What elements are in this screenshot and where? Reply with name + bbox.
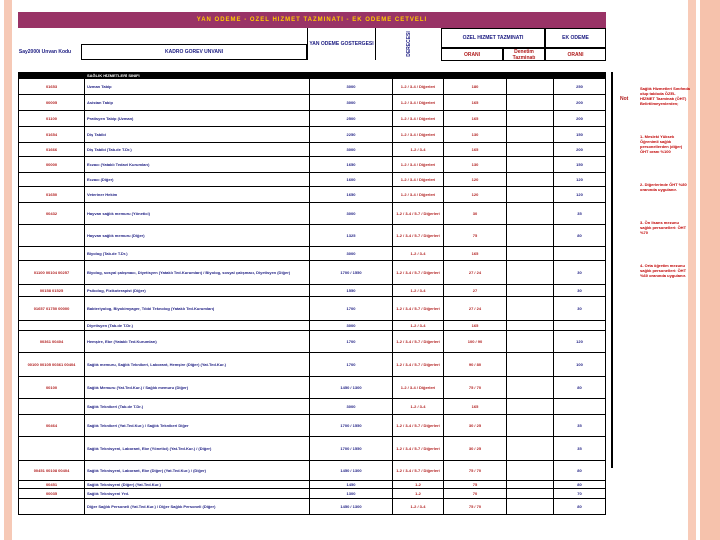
table-row [19,203,606,225]
note-item: 2- Diğerlerinde ÖHT %80 oranında uygulanır. [640,182,687,192]
cell-ek-odeme-orani: 35 [554,437,606,461]
cell-denetim [507,187,554,203]
table-row [19,111,606,127]
cell-denetim [507,415,554,437]
cell-unvan-kodu: 00361 00404 [19,331,85,353]
cell-unvan: Sağlık Teknikeri (Tab.de T.Dr.) [85,399,310,415]
cell-unvan: Hemşire, Ebe (Yataklı Ted.Kurumları) [85,331,310,353]
cell-unvan-kodu [19,247,85,261]
cell-ek-odeme-orani: 200 [554,95,606,111]
cell-ek-odeme-orani: 80 [554,377,606,399]
cell-derece: 1-2 / 3-4 / Diğerleri [393,157,444,173]
cell-yan-odeme: 3000 [310,95,393,111]
table-row [19,261,606,285]
cell-ek-odeme-orani: 200 [554,111,606,127]
cell-unvan: Sağlık memuru, Sağlık Teknikeri, Laborant, Hemşire (Diğer) (Yat.Ted.Kur.) [85,353,310,377]
cell-denetim [507,285,554,297]
cell-unvan-kodu [19,321,85,331]
cell-ozel-hizmet-orani: 165 [444,143,507,157]
cell-denetim [507,437,554,461]
section-title: SAĞLIK HİZMETLERİ SINIFI [85,73,606,79]
header-derece-text: DERECESI [405,31,412,57]
cell-ek-odeme-orani: 250 [554,79,606,95]
cell-unvan-kodu: 00432 [19,203,85,225]
cell-unvan: Sağlık Teknisyeni (Diğer) (Yat.Ted.Kur.) [85,481,310,489]
cell-denetim [507,203,554,225]
cell-unvan: Hayvan sağlık memuru (Diğer) [85,225,310,247]
cell-ozel-hizmet-orani: 120 [444,187,507,203]
cell-derece: 1-2 / 3-4 / 5-7 / Diğerleri [393,331,444,353]
table-row [19,481,606,489]
cell-unvan: Sağlık Teknisyeni, Laborant, Ebe (Diğer) (Yat.Ted.Kur.) / (Diğer) [85,461,310,481]
cell-unvan: Sağlık Teknisyeni Yrd. [85,489,310,499]
table-row [19,95,606,111]
cell-denetim [507,247,554,261]
table-row [19,297,606,321]
table-row [19,461,606,481]
cell-unvan-kodu: 00005 [19,95,85,111]
cell-denetim [507,499,554,515]
cell-ozel-hizmet-orani: 30 [444,203,507,225]
cell-ozel-hizmet-orani: 75 / 70 [444,377,507,399]
cell-derece: 1-2 / 3-4 / 5-7 / Diğerleri [393,437,444,461]
cell-derece: 1-2 [393,481,444,489]
cell-unvan: Diyetisyen (Tab.de T.Dr.) [85,321,310,331]
cell-unvan-kodu: 01100 [19,111,85,127]
cell-ozel-hizmet-orani: 27 / 24 [444,297,507,321]
payment-table [18,72,606,515]
cell-yan-odeme: 1700 [310,353,393,377]
table-row [19,415,606,437]
cell-unvan: Asistan Tabip [85,95,310,111]
cell-yan-odeme: 3000 [310,203,393,225]
cell-derece: 1-2 / 3-4 / Diğerleri [393,95,444,111]
divider [611,72,613,468]
cell-unvan: Bakteriyolog, Biyokimyager, Tıbbi Teknolog (Yataklı Ted.Kurumları) [85,297,310,321]
notes-panel [640,86,690,306]
note-item: 1- Mesleki Yüksek Öğrenimli sağlık personellerden (diğer) ÖHT oranı %100 [640,134,683,154]
cell-ek-odeme-orani: 100 [554,353,606,377]
cell-denetim [507,127,554,143]
table-row [19,321,606,331]
cell-yan-odeme: 3000 [310,143,393,157]
cell-unvan: Sağlık Memuru (Yat.Ted.Kur.) / Sağlık memuru (Diğer) [85,377,310,399]
cell-derece: 1-2 / 3-4 [393,321,444,331]
cell-derece: 1-2 / 3-4 / 5-7 / Diğerleri [393,461,444,481]
table-row [19,157,606,173]
cell-yan-odeme: 1700 [310,331,393,353]
cell-ek-odeme-orani: 80 [554,225,606,247]
cell-derece: 1-2 / 3-4 [393,285,444,297]
cell-unvan-kodu: 00451 [19,481,85,489]
cell-unvan-kodu [19,499,85,515]
cell-unvan: Diş Tabibi [85,127,310,143]
cell-ozel-hizmet-orani: 75 / 70 [444,461,507,481]
cell-unvan: Biyolog, sosyal çalışmacı, Diyetisyen (Yataklı Ted.Kurumları) / Biyolog, sosyal çalışmacı, Diyetisyen (Diğer) [85,261,310,285]
note-item: Sağlık Hizmetleri Sınıfında olup tabloda ÖZEL HİZMET Tazminatı (ÖHT) Belirtilmeyenlerden; [640,86,691,106]
cell-unvan: Diş Tabibi (Tab.de T.Dr.) [85,143,310,157]
note-item: 4- Orta öğretim mezunu sağlık personelleri: ÖHT %60 oranında uygulanır. [640,263,687,278]
header-denetim: Denetim Tazminatı [503,48,545,61]
cell-unvan-kodu: 00035 [19,489,85,499]
cell-unvan: Hayvan sağlık memuru (Yönetici) [85,203,310,225]
cell-unvan-kodu: 00451 00108 00404 [19,461,85,481]
header-ozel-hizmet: OZEL HIZMET TAZMINATI [441,28,545,48]
cell-yan-odeme: 2500 [310,111,393,127]
cell-unvan-kodu [19,437,85,461]
cell-denetim [507,331,554,353]
table-row [19,225,606,247]
cell-ozel-hizmet-orani: 165 [444,399,507,415]
table-row [19,489,606,499]
cell-yan-odeme: 3000 [310,399,393,415]
cell-unvan: Biyolog (Tab.de T.Dr.) [85,247,310,261]
cell-yan-odeme: 1700 / 1550 [310,437,393,461]
cell-unvan-kodu: 01666 [19,143,85,157]
cell-ozel-hizmet-orani: 120 [444,173,507,187]
cell-ek-odeme-orani [554,399,606,415]
cell-derece: 1-2 / 3-4 / Diğerleri [393,79,444,95]
cell-ek-odeme-orani: 35 [554,203,606,225]
cell-denetim [507,157,554,173]
cell-denetim [507,143,554,157]
cell-denetim [507,95,554,111]
cell-ek-odeme-orani: 200 [554,143,606,157]
header-oran: ORANI [441,48,503,61]
cell-ozel-hizmet-orani: 165 [444,111,507,127]
cell-ozel-hizmet-orani: 30 / 25 [444,437,507,461]
cell-ozel-hizmet-orani: 30 / 25 [444,415,507,437]
cell-yan-odeme: 1700 / 1550 [310,415,393,437]
cell-unvan: Eczacı (Yataklı Tedavi Kurumları) [85,157,310,173]
cell-ek-odeme-orani: 80 [554,481,606,489]
cell-derece: 1-2 [393,489,444,499]
cell-ek-odeme-orani: 80 [554,461,606,481]
header-derece [375,28,441,60]
cell-unvan-kodu: 01650 [19,187,85,203]
table-row [19,377,606,399]
cell-ozel-hizmet-orani: 130 [444,157,507,173]
cell-yan-odeme: 1450 / 1300 [310,499,393,515]
cell-unvan-kodu [19,399,85,415]
cell-ek-odeme-orani: 150 [554,127,606,143]
table-row [19,331,606,353]
cell-denetim [507,489,554,499]
header-unvan: KADRO GOREV UNVANI [81,44,307,60]
cell-derece: 1-2 / 3-4 / 5-7 / Diğerleri [393,261,444,285]
cell-ozel-hizmet-orani: 75 [444,225,507,247]
cell-unvan-kodu: 00158 01525 [19,285,85,297]
cell-derece: 1-2 / 3-4 / 5-7 / Diğerleri [393,415,444,437]
cell-ek-odeme-orani: 30 [554,297,606,321]
cell-ozel-hizmet-orani: 165 [444,321,507,331]
cell-unvan: Pratisyen Tabip (Uzman) [85,111,310,127]
cell-derece: 1-2 / 3-4 [393,143,444,157]
cell-ek-odeme-orani: 120 [554,331,606,353]
cell-ek-odeme-orani: 30 [554,261,606,285]
header-oran-ek: ORANI [545,48,606,61]
cell-derece: 1-2 / 3-4 / Diğerleri [393,173,444,187]
cell-denetim [507,111,554,127]
cell-unvan-kodu [19,173,85,187]
cell-denetim [507,225,554,247]
table-row [19,353,606,377]
cell-derece: 1-2 / 3-4 / Diğerleri [393,187,444,203]
cell-derece: 1-2 / 3-4 / Diğerleri [393,377,444,399]
cell-denetim [507,461,554,481]
cell-yan-odeme: 3000 [310,79,393,95]
table-row [19,187,606,203]
table-row [19,127,606,143]
cell-ek-odeme-orani: 120 [554,187,606,203]
cell-yan-odeme: 1700 [310,297,393,321]
cell-derece: 1-2 / 3-4 / Diğerleri [393,111,444,127]
cell-denetim [507,399,554,415]
cell-yan-odeme: 1650 [310,187,393,203]
cell-denetim [507,481,554,489]
cell-unvan-kodu: 00100 00105 00361 00404 [19,353,85,377]
right-border-outer [700,0,720,540]
cell-yan-odeme: 1650 [310,157,393,173]
header-ek-odeme: EK ODEME [545,28,606,48]
cell-yan-odeme: 2250 [310,127,393,143]
table-row [19,285,606,297]
cell-ozel-hizmet-orani: 70 [444,489,507,499]
cell-derece: 1-2 / 3-4 / 5-7 / Diğerleri [393,297,444,321]
cell-yan-odeme: 1550 [310,285,393,297]
cell-denetim [507,377,554,399]
cell-unvan-kodu [19,225,85,247]
cell-ek-odeme-orani: 35 [554,415,606,437]
cell-unvan: Veteriner Hekim [85,187,310,203]
header-unvan-kodu: Say2000i Unvan Kodu [18,49,72,55]
cell-ek-odeme-orani: 70 [554,489,606,499]
cell-unvan-kodu: 00000 [19,157,85,173]
cell-yan-odeme: 1325 [310,225,393,247]
cell-yan-odeme: 1600 [310,173,393,187]
cell-derece: 1-2 / 3-4 [393,399,444,415]
cell-ozel-hizmet-orani: 100 / 90 [444,331,507,353]
cell-denetim [507,173,554,187]
cell-ek-odeme-orani: 80 [554,499,606,515]
cell-denetim [507,353,554,377]
cell-ek-odeme-orani [554,247,606,261]
cell-ozel-hizmet-orani: 75 [444,481,507,489]
left-border [4,0,12,540]
cell-derece: 1-2 / 3-4 [393,247,444,261]
cell-yan-odeme: 1700 / 1550 [310,261,393,285]
cell-denetim [507,261,554,285]
cell-ozel-hizmet-orani: 75 / 70 [444,499,507,515]
cell-yan-odeme: 1450 / 1300 [310,377,393,399]
cell-yan-odeme: 1450 / 1300 [310,461,393,481]
cell-denetim [507,79,554,95]
table-row [19,79,606,95]
cell-unvan: Diğer Sağlık Personeli (Yat.Ted.Kur.) / Diğer Sağlık Personeli (Diğer) [85,499,310,515]
cell-unvan: Eczacı (Diğer) [85,173,310,187]
table-row [19,499,606,515]
cell-ek-odeme-orani [554,321,606,331]
table-row [19,399,606,415]
cell-unvan-kodu: 00100 [19,377,85,399]
cell-derece: 1-2 / 3-4 / Diğerleri [393,127,444,143]
cell-ozel-hizmet-orani: 165 [444,247,507,261]
cell-ozel-hizmet-orani: 90 / 80 [444,353,507,377]
table-row [19,173,606,187]
cell-derece: 1-2 / 3-4 / 5-7 / Diğerleri [393,203,444,225]
cell-unvan: Uzman Tabip [85,79,310,95]
cell-ozel-hizmet-orani: 130 [444,127,507,143]
cell-yan-odeme: 1450 [310,481,393,489]
note-label: Not [620,96,629,102]
cell-ozel-hizmet-orani: 27 [444,285,507,297]
table-row [19,247,606,261]
cell-ozel-hizmet-orani: 27 / 24 [444,261,507,285]
cell-unvan: Sağlık Teknikeri (Yat.Ted.Kur.) / Sağlık Teknikeri Diğer [85,415,310,437]
header-yan-odeme: YAN ODEME GOSTERGESI [307,28,375,60]
cell-unvan: Psikolog, Fizikoterapist (Diğer) [85,285,310,297]
cell-unvan-kodu: 01654 [19,127,85,143]
cell-denetim [507,321,554,331]
cell-unvan-kodu: 01657 01750 00000 [19,297,85,321]
note-item: 3- Ön lisans mezunu sağlık personelleri: ÖHT %70 [640,220,687,235]
cell-derece: 1-2 / 3-4 / 5-7 / Diğerleri [393,353,444,377]
cell-unvan-kodu: 01653 [19,79,85,95]
table-row [19,143,606,157]
cell-derece: 1-2 / 3-4 / 5-7 / Diğerleri [393,225,444,247]
cell-ozel-hizmet-orani: 165 [444,95,507,111]
cell-denetim [507,297,554,321]
cell-unvan: Sağlık Teknisyeni, Laborant, Ebe (Yönetici) (Yat.Ted.Kur.) / (Diğer) [85,437,310,461]
table-row [19,437,606,461]
cell-ozel-hizmet-orani: 180 [444,79,507,95]
cell-yan-odeme: 3000 [310,321,393,331]
cell-ek-odeme-orani: 150 [554,157,606,173]
cell-unvan-kodu: 00464 [19,415,85,437]
cell-unvan-kodu: 01100 00104 00257 [19,261,85,285]
cell-yan-odeme: 1300 [310,489,393,499]
cell-yan-odeme: 3000 [310,247,393,261]
page-title: YAN ODEME - OZEL HIZMET TAZMINATI - EK ODEME CETVELI [18,12,606,28]
cell-derece: 1-2 / 3-4 [393,499,444,515]
cell-ek-odeme-orani: 30 [554,285,606,297]
cell-ek-odeme-orani: 120 [554,173,606,187]
